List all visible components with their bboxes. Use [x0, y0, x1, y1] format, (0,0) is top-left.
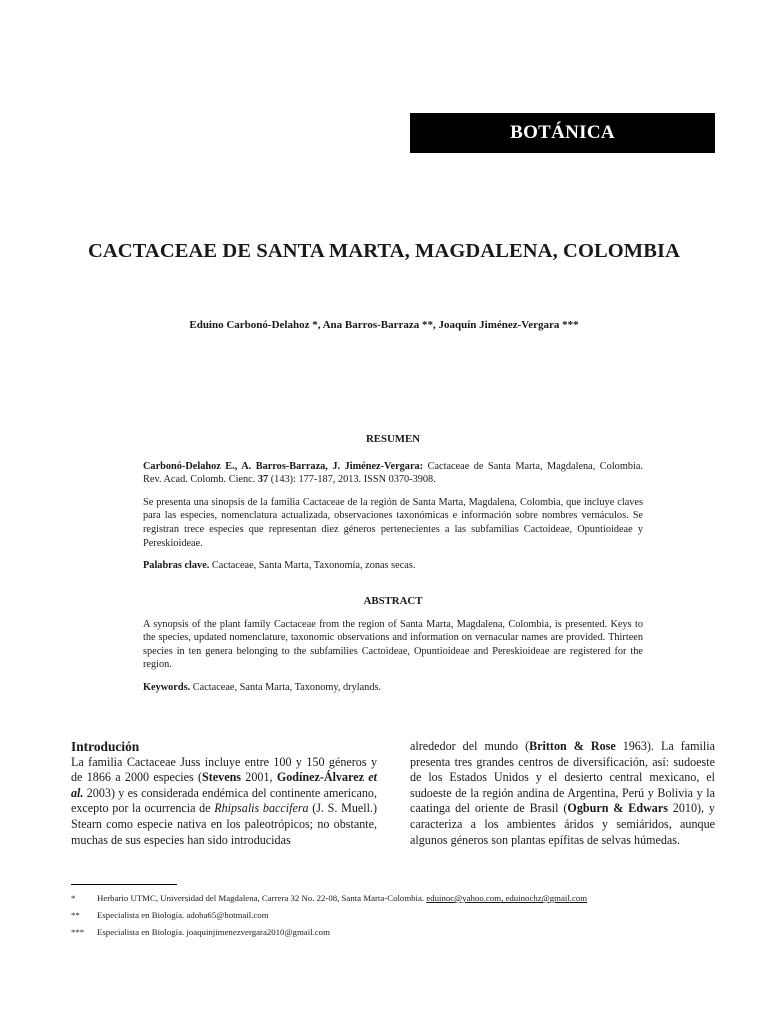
intro-paragraph-2 — [410, 739, 715, 848]
intro-left-column — [71, 739, 377, 848]
citation-volume: 37 — [257, 474, 269, 486]
keywords-label-es: Palabras clave. — [143, 560, 210, 572]
abstract-body: A synopsis of the plant family Cactaceae from the region of Santa Marta, Magdalena, Colombia, is presented. Keys to the species, updated nomenclature, taxonomic observations and information on vernacular names are provided. Thirteen species in ten genera belonging to the subfamilies Cactoideae, Opuntioideae and Pereskioideae are registered for the region. — [143, 618, 643, 671]
author-list: Eduino Carbonó-Delahoz *, Ana Barros-Barraza **, Joaquín Jiménez-Vergara *** — [189, 319, 579, 331]
citation-pages: (143): 177-187, 2013. ISSN 0370-3908. — [268, 474, 436, 486]
footnote-3 — [71, 927, 711, 944]
text-run: 2001, — [241, 770, 277, 785]
text-run: 2010), y caracteriza a los ambientes áridos y semiáridos, aunque algunos géneros son plantas epífitas de selvas húmedas. — [410, 801, 715, 847]
intro-heading: Introdución — [71, 739, 140, 754]
ref-godinez: Godínez-Álvarez — [276, 770, 364, 785]
text-run: alrededor del mundo ( — [410, 739, 530, 753]
text-run: 2003) y es considerada endémica del continente americano, excepto por la ocurrencia de — [71, 785, 377, 816]
footnote-2 — [71, 910, 711, 927]
footnote-affiliation: Herbario UTMC, Universidad del Magdalena, Carrera 32 No. 22-08, Santa Marta-Colombia. — [97, 893, 427, 903]
abstract-section — [143, 595, 643, 695]
keywords-es: Cactaceae, Santa Marta, Taxonomía, zonas secas. — [209, 560, 416, 572]
footnote-text — [97, 893, 587, 903]
footnote-mark: ** — [71, 910, 80, 920]
footnote-mark: *** — [71, 927, 85, 937]
paper-title: CACTACEAE DE SANTA MARTA, MAGDALENA, COLOMBIA — [87, 240, 681, 262]
abstract-heading: ABSTRACT — [363, 595, 423, 607]
footnote-divider — [71, 884, 177, 885]
text-run: 1963). La familia presenta tres grandes centros de diversificación, así: sudoeste de los Estados Unidos y el desierto central mexicano, el sudoeste de la región andina de Argentina, Perú y Bolivia y la caatinga del oriente de Brasil ( — [410, 739, 715, 816]
resumen-body: Se presenta una sinopsis de la familia Cactaceae de la región de Santa Marta, Magdalena, Colombia, que incluye claves para las especies, nomenclatura actualizada, observaciones taxonómicas e información sobre nombres vernáculos. Se registran trece especies que representan diez géneros pertenecientes a las subfamilias Cactoideae, Opuntioideae y Pereskioideae. — [143, 496, 643, 549]
intro-paragraph-1 — [71, 755, 377, 849]
text-run: La familia Cactaceae Juss incluye entre 100 y 150 géneros y de 1866 a 2000 especies ( — [71, 754, 377, 785]
email-link[interactable]: eduinoc@yahoo.com, eduinochz@gmail.com — [426, 893, 588, 903]
citation-text: Cactaceae de Santa Marta, Magdalena, Colombia. Rev. Acad. Colomb. Cienc. — [143, 460, 643, 486]
abstract-keywords — [143, 681, 643, 695]
text-run: (J. S. Muell.) Stearn como especie nativa en los paleotrópicos; no obstante, muchas de sus especies han sido introducidas — [71, 801, 378, 847]
ref-etal: et al. — [71, 770, 377, 800]
resumen-section — [143, 433, 643, 573]
footnote-text: Especialista en Biología. adoba65@hotmail.com — [97, 910, 269, 920]
footnote-mark: * — [71, 893, 76, 903]
ref-britton: Britton & Rose — [529, 739, 616, 753]
intro-right-column — [410, 739, 715, 848]
section-label: BOTÁNICA — [410, 113, 715, 153]
resumen-heading: RESUMEN — [366, 433, 420, 445]
resumen-keywords — [143, 559, 643, 573]
species-name: Rhipsalis baccifera — [214, 801, 309, 816]
ref-stevens: Stevens — [202, 770, 241, 785]
ref-ogburn: Ogburn & Edwars — [567, 801, 668, 816]
keywords-en: Cactaceae, Santa Marta, Taxonomy, drylands. — [190, 681, 382, 693]
keywords-label-en: Keywords. — [143, 681, 191, 693]
citation — [143, 460, 643, 487]
citation-authors: Carbonó-Delahoz E., A. Barros-Barraza, J. Jiménez-Vergara: — [143, 460, 424, 472]
footnote-1 — [71, 893, 711, 910]
footnote-text: Especialista en Biología. joaquinjimenezvergara2010@gmail.com — [97, 927, 330, 937]
footnotes — [71, 893, 711, 944]
